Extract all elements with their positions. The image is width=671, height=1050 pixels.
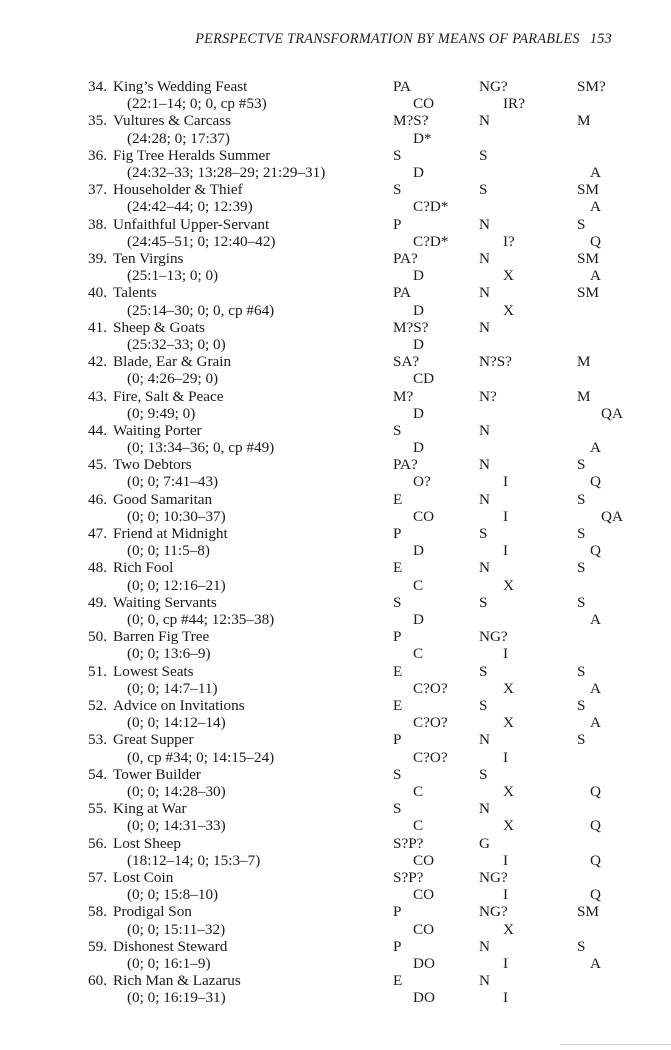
list-item	[0, 800, 671, 834]
entry-col-a: P	[393, 628, 402, 646]
entry-references: (24:45–51; 0; 12:40–42)	[127, 232, 276, 250]
entry-col-c: N	[479, 249, 490, 267]
list-item	[0, 250, 671, 284]
entry-col-b: C	[413, 817, 424, 835]
entry-col-b: DO	[413, 954, 435, 972]
entry-col-f: Q	[590, 542, 601, 560]
entry-title: Prodigal Son	[113, 903, 192, 921]
entry-col-c: S	[479, 662, 488, 680]
list-item	[0, 731, 671, 765]
list-item	[0, 353, 671, 387]
list-item	[0, 181, 671, 215]
entry-col-e: SM	[577, 181, 599, 199]
entry-title: Waiting Servants	[113, 593, 217, 611]
entry-col-f: Q	[590, 783, 601, 800]
entry-col-e: S	[577, 215, 586, 233]
list-item	[0, 216, 671, 250]
list-item	[0, 628, 671, 662]
entry-col-b: CO	[413, 886, 435, 904]
entry-col-f: Q	[590, 851, 601, 869]
entry-col-e: SM	[577, 903, 599, 921]
entry-col-a: S?P?	[393, 834, 424, 852]
entry-number: 43.	[88, 387, 107, 405]
entry-col-c: N	[479, 284, 490, 302]
entry-col-c: N	[479, 456, 490, 474]
entry-references: (0; 4:26–29; 0)	[127, 370, 219, 388]
entry-col-e: M	[577, 387, 591, 405]
entry-col-f: QA	[601, 404, 623, 422]
entry-col-d: I?	[503, 232, 515, 250]
entry-col-c: S	[479, 525, 488, 543]
entry-col-a: E	[393, 697, 403, 715]
entry-references: (0; 0; 11:5–8)	[127, 542, 210, 560]
entry-col-b: CO	[413, 95, 435, 113]
entry-col-d: X	[503, 679, 514, 697]
entry-references: (0, cp #34; 0; 14:15–24)	[127, 748, 275, 766]
entry-title: King at War	[113, 800, 187, 818]
entry-number: 37.	[88, 181, 107, 199]
entry-references: (0; 0; 16:19–31)	[127, 989, 226, 1007]
entry-col-c: S	[479, 697, 488, 715]
list-item	[0, 456, 671, 490]
entry-col-a: S	[393, 800, 402, 818]
entry-col-f: Q	[590, 232, 601, 250]
entry-number: 35.	[88, 112, 107, 130]
entry-number: 51.	[88, 662, 107, 680]
entry-col-f: QA	[601, 507, 623, 525]
entry-references: (18:12–14; 0; 15:3–7)	[127, 851, 261, 869]
entry-col-f: A	[590, 267, 601, 285]
entry-col-c: N?S?	[479, 353, 512, 371]
entry-col-d: I	[503, 989, 509, 1007]
entry-col-b: CO	[413, 851, 435, 869]
entry-number: 38.	[88, 215, 107, 233]
entry-title: Tower Builder	[113, 765, 201, 783]
entry-col-d: IR?	[503, 95, 525, 113]
entry-col-a: PA	[393, 284, 412, 302]
entry-title: Fire, Salt & Peace	[113, 387, 224, 405]
list-item	[0, 559, 671, 593]
list-item	[0, 388, 671, 422]
entry-col-a: S	[393, 181, 402, 199]
running-header	[0, 31, 612, 48]
entry-col-a: P	[393, 937, 402, 955]
entry-col-c: S	[479, 146, 488, 164]
entry-col-a: P	[393, 215, 402, 233]
entry-col-a: S	[393, 765, 402, 783]
entry-col-f: A	[590, 439, 601, 457]
entry-col-a: M?S?	[393, 318, 429, 336]
entry-title: Lowest Seats	[113, 662, 194, 680]
entry-references: (25:1–13; 0; 0)	[127, 267, 219, 285]
entry-col-d: X	[503, 267, 514, 285]
entry-title: Advice on Invitations	[113, 697, 245, 715]
entry-col-c: S	[479, 181, 488, 199]
entry-col-c: N	[479, 937, 490, 955]
entry-number: 45.	[88, 456, 107, 474]
entry-col-b: C?D*	[413, 198, 449, 216]
entry-title: Talents	[113, 284, 157, 302]
entry-col-d: I	[503, 851, 509, 869]
entry-col-b: D	[413, 542, 424, 560]
entry-number: 47.	[88, 525, 107, 543]
entry-col-b: DO	[413, 989, 435, 1007]
entry-col-e: S	[577, 456, 586, 474]
entry-references: (22:1–14; 0; 0, cp #53)	[127, 95, 267, 113]
entry-col-c: S	[479, 593, 488, 611]
entry-col-a: P	[393, 525, 402, 543]
entry-col-f: Q	[590, 473, 601, 491]
entry-col-f: A	[590, 954, 601, 972]
entry-number: 36.	[88, 146, 107, 164]
entry-col-c: N	[479, 490, 490, 508]
entry-title: Good Samaritan	[113, 490, 213, 508]
entry-col-a: E	[393, 559, 403, 577]
entry-title: Two Debtors	[113, 456, 192, 474]
entry-col-d: X	[503, 783, 514, 800]
entry-title: Ten Virgins	[113, 249, 184, 267]
entry-references: (0; 0, cp #44; 12:35–38)	[127, 611, 275, 629]
entry-title: Rich Man & Lazarus	[113, 972, 241, 990]
entry-col-f: A	[590, 714, 601, 732]
entry-number: 41.	[88, 318, 107, 336]
entry-number: 52.	[88, 697, 107, 715]
entry-col-a: PA?	[393, 249, 418, 267]
entry-references: (24:42–44; 0; 12:39)	[127, 198, 253, 216]
entry-references: (0; 0; 15:11–32)	[127, 920, 226, 938]
entry-col-e: SM	[577, 249, 599, 267]
entry-col-b: CO	[413, 507, 435, 525]
list-item	[0, 766, 671, 800]
entry-title: Waiting Porter	[113, 421, 202, 439]
list-item	[0, 903, 671, 937]
list-item	[0, 938, 671, 972]
list-item	[0, 147, 671, 181]
entry-col-c: G	[479, 834, 490, 852]
entry-title: Householder & Thief	[113, 181, 243, 199]
entry-col-a: M?	[393, 387, 414, 405]
entry-col-c: NG?	[479, 628, 508, 646]
entry-col-c: NG?	[479, 903, 508, 921]
bottom-edge-rule	[560, 1044, 671, 1045]
entry-col-e: S	[577, 731, 586, 749]
entry-col-c: N	[479, 112, 490, 130]
entry-col-b: CO	[413, 920, 435, 938]
entry-col-a: S?P?	[393, 868, 424, 886]
entry-col-e: S	[577, 559, 586, 577]
entry-col-a: SA?	[393, 353, 420, 371]
entry-number: 57.	[88, 868, 107, 886]
entry-col-b: D	[413, 611, 424, 629]
entry-col-a: P	[393, 731, 402, 749]
entry-col-b: D	[413, 439, 424, 457]
entry-col-a: S	[393, 146, 402, 164]
entry-col-b: D	[413, 335, 424, 353]
entry-col-b: C?O?	[413, 679, 448, 697]
entry-col-b: D*	[413, 129, 432, 147]
entry-col-c: N	[479, 318, 490, 336]
entry-references: (0; 0; 7:41–43)	[127, 473, 219, 491]
entry-col-e: SM	[577, 284, 599, 302]
entry-col-c: S	[479, 765, 488, 783]
entry-col-e: M	[577, 353, 591, 371]
entry-col-e: S	[577, 937, 586, 955]
entry-col-a: E	[393, 490, 403, 508]
entry-col-b: D	[413, 301, 424, 319]
entry-col-c: N	[479, 215, 490, 233]
entry-references: (0; 0; 14:28–30)	[127, 783, 226, 800]
entry-col-c: N	[479, 731, 490, 749]
entry-number: 42.	[88, 353, 107, 371]
entry-references: (24:28; 0; 17:37)	[127, 129, 230, 147]
entry-col-d: I	[503, 473, 509, 491]
list-item	[0, 525, 671, 559]
entry-number: 55.	[88, 800, 107, 818]
entry-references: (24:32–33; 13:28–29; 21:29–31)	[127, 163, 326, 181]
entry-col-f: A	[590, 198, 601, 216]
entry-title: Blade, Ear & Grain	[113, 353, 232, 371]
entry-number: 34.	[88, 78, 107, 95]
entry-number: 59.	[88, 937, 107, 955]
entry-col-a: S	[393, 421, 402, 439]
entry-col-e: S	[577, 490, 586, 508]
list-item	[0, 491, 671, 525]
entry-col-f: A	[590, 679, 601, 697]
entry-col-d: I	[503, 748, 509, 766]
entry-col-b: C?D*	[413, 232, 449, 250]
entry-col-f: A	[590, 163, 601, 181]
entry-references: (0; 0; 14:7–11)	[127, 679, 218, 697]
entry-col-b: D	[413, 404, 424, 422]
entry-col-c: NG?	[479, 868, 508, 886]
list-item	[0, 112, 671, 146]
entry-col-c: N	[479, 972, 490, 990]
entry-col-e: S	[577, 525, 586, 543]
entry-col-b: C?O?	[413, 714, 448, 732]
list-item	[0, 697, 671, 731]
entry-col-d: X	[503, 714, 514, 732]
entry-col-d: X	[503, 576, 514, 594]
entry-col-d: I	[503, 507, 509, 525]
entry-number: 58.	[88, 903, 107, 921]
entry-number: 49.	[88, 593, 107, 611]
entry-references: (25:14–30; 0; 0, cp #64)	[127, 301, 275, 319]
list-item	[0, 869, 671, 903]
entry-references: (25:32–33; 0; 0)	[127, 335, 226, 353]
entry-references: (0; 0; 13:6–9)	[127, 645, 211, 663]
entry-col-b: CD	[413, 370, 435, 388]
entry-col-b: O?	[413, 473, 431, 491]
entry-title: Great Supper	[113, 731, 194, 749]
entry-references: (0; 0; 10:30–37)	[127, 507, 226, 525]
entry-references: (0; 0; 16:1–9)	[127, 954, 211, 972]
entry-number: 44.	[88, 421, 107, 439]
entry-title: Dishonest Steward	[113, 937, 228, 955]
entry-col-d: X	[503, 817, 514, 835]
list-item	[0, 422, 671, 456]
list-item	[0, 319, 671, 353]
entry-references: (0; 0; 14:31–33)	[127, 817, 226, 835]
entry-number: 60.	[88, 972, 107, 990]
entry-col-d: X	[503, 920, 514, 938]
entry-number: 46.	[88, 490, 107, 508]
entry-references: (0; 9:49; 0)	[127, 404, 196, 422]
entry-col-c: N?	[479, 387, 497, 405]
entry-col-d: I	[503, 645, 509, 663]
entry-col-d: I	[503, 542, 509, 560]
entry-number: 50.	[88, 628, 107, 646]
entry-references: (0; 0; 14:12–14)	[127, 714, 226, 732]
entry-references: (0; 13:34–36; 0, cp #49)	[127, 439, 275, 457]
list-item	[0, 78, 671, 112]
list-item	[0, 972, 671, 1006]
entry-title: Vultures & Carcass	[113, 112, 232, 130]
entry-col-d: X	[503, 301, 514, 319]
entry-col-b: D	[413, 163, 424, 181]
header-title: PERSPECTVE TRANSFORMATION BY MEANS OF PARABLES	[195, 31, 580, 47]
entry-col-c: N	[479, 421, 490, 439]
entry-col-a: E	[393, 972, 403, 990]
entry-title: Barren Fig Tree	[113, 628, 210, 646]
entry-col-c: N	[479, 800, 490, 818]
list-item	[0, 835, 671, 869]
entry-number: 56.	[88, 834, 107, 852]
page-number: 153	[589, 31, 612, 47]
entry-col-a: M?S?	[393, 112, 429, 130]
entry-col-e: SM?	[577, 78, 606, 95]
entry-col-a: PA	[393, 78, 412, 95]
entry-number: 48.	[88, 559, 107, 577]
entry-col-f: Q	[590, 886, 601, 904]
entry-title: King’s Wedding Feast	[113, 78, 248, 95]
entry-title: Sheep & Goats	[113, 318, 205, 336]
entry-col-d: I	[503, 954, 509, 972]
entry-col-f: A	[590, 611, 601, 629]
entry-col-b: D	[413, 267, 424, 285]
entry-number: 53.	[88, 731, 107, 749]
entry-col-a: PA?	[393, 456, 418, 474]
entry-col-d: I	[503, 886, 509, 904]
entry-title: Friend at Midnight	[113, 525, 228, 543]
entry-col-e: M	[577, 112, 591, 130]
entry-col-a: P	[393, 903, 402, 921]
entry-title: Rich Fool	[113, 559, 174, 577]
entry-col-a: E	[393, 662, 403, 680]
list-item	[0, 663, 671, 697]
entry-col-a: S	[393, 593, 402, 611]
entry-title: Fig Tree Heralds Summer	[113, 146, 271, 164]
entry-title: Lost Coin	[113, 868, 174, 886]
entry-col-b: C	[413, 576, 424, 594]
entry-col-e: S	[577, 662, 586, 680]
entry-col-b: C	[413, 783, 424, 800]
entry-title: Unfaithful Upper-Servant	[113, 215, 270, 233]
entry-col-c: N	[479, 559, 490, 577]
entry-col-e: S	[577, 697, 586, 715]
entry-col-b: C	[413, 645, 424, 663]
parable-list	[0, 78, 671, 1007]
entry-references: (0; 0; 15:8–10)	[127, 886, 219, 904]
entry-col-c: NG?	[479, 78, 508, 95]
list-item	[0, 594, 671, 628]
entry-references: (0; 0; 12:16–21)	[127, 576, 226, 594]
entry-col-e: S	[577, 593, 586, 611]
entry-number: 39.	[88, 249, 107, 267]
entry-number: 54.	[88, 765, 107, 783]
entry-number: 40.	[88, 284, 107, 302]
entry-col-f: Q	[590, 817, 601, 835]
entry-col-b: C?O?	[413, 748, 448, 766]
entry-title: Lost Sheep	[113, 834, 181, 852]
list-item	[0, 284, 671, 318]
